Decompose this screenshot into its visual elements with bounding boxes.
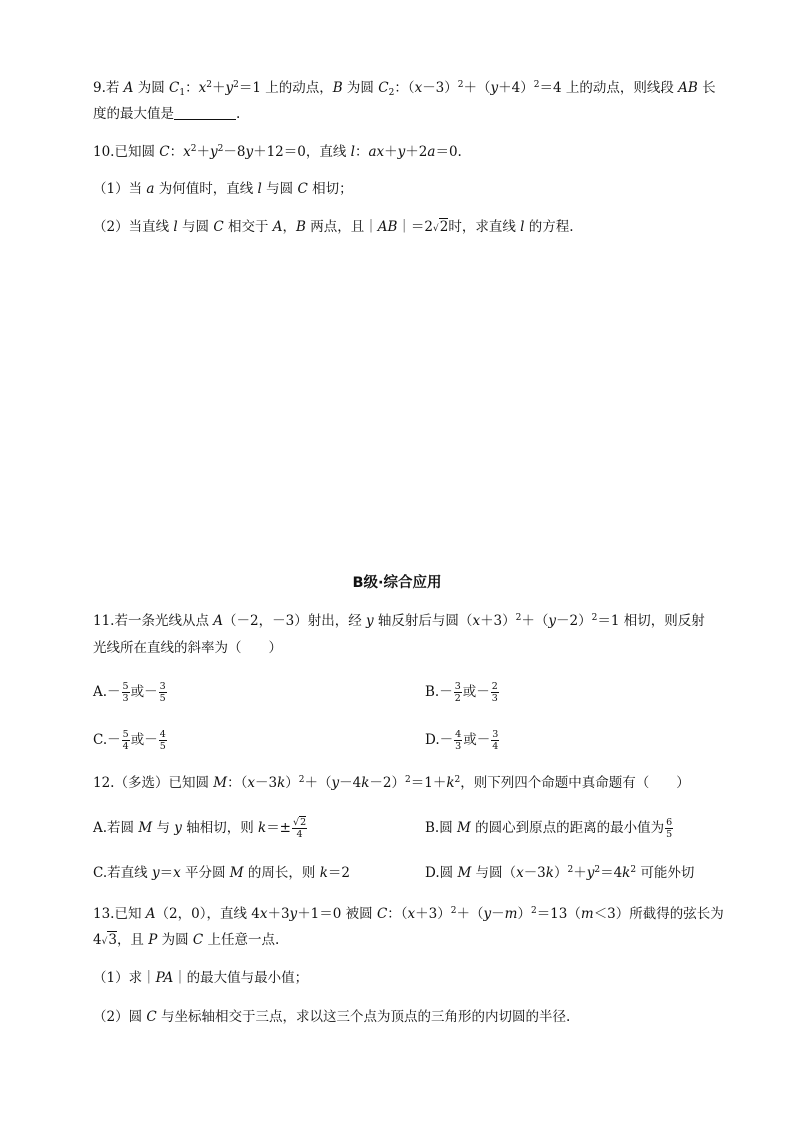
- option-12-c[interactable]: C.若直线 y＝x 平分圆 M 的周长，则 k＝2: [93, 865, 350, 881]
- problem-10-stem: 10.已知圆 C：$x^2+y^2-8y+12=0$，直线 l：ax＋y＋2a＝0.: [93, 144, 462, 160]
- option-12-a[interactable]: A.若圆 M 与 y 轴相切，则 k＝± $\frac{√2}{4}$: [93, 817, 307, 840]
- problem-9-line-2: 度的最大值是 .: [93, 106, 241, 122]
- option-12-d[interactable]: D.圆 M 与圆$(x-3k)^2+y^2=4k^2$ 可能外切: [425, 865, 695, 881]
- option-11-b[interactable]: B.－ $\frac{3}{2}$ 或－ $\frac{2}{3}$: [425, 681, 498, 704]
- problem-11-line-2: 光线所在直线的斜率为（ ）: [93, 640, 282, 656]
- option-11-a[interactable]: A.－ $\frac{5}{3}$ 或－ $\frac{3}{5}$: [93, 681, 166, 704]
- problem-13-part-1: （1）求｜PA｜的最大值与最小值；: [93, 970, 309, 986]
- option-11-c[interactable]: C.－ $\frac{5}{4}$ 或－ $\frac{4}{5}$: [93, 729, 166, 752]
- problem-13-line-2: 4√3，且 P 为圆 C 上任意一点.: [93, 932, 280, 948]
- problem-13-line-1: 13.已知 A（2，0），直线 4x＋3y＋1＝0 被圆 C：$(x+3)^2+(y-m)^2=13(m<3)$所截得的弦长为: [93, 906, 724, 922]
- problem-10-part-1: （1）当 a 为何值时，直线 l 与圆 C 相切；: [93, 181, 353, 197]
- option-11-d[interactable]: D.－ $\frac{4}{3}$ 或－ $\frac{3}{4}$: [425, 729, 499, 752]
- problem-13-part-2: （2）圆 C 与坐标轴相交于三点，求以这三个点为顶点的三角形的内切圆的半径.: [93, 1009, 571, 1025]
- answer-blank[interactable]: [174, 107, 236, 120]
- option-12-b[interactable]: B.圆 M 的圆心到原点的距离的最小值为 $\frac{6}{5}$: [425, 817, 673, 840]
- problem-11-line-1: 11.若一条光线从点 A（－2，－3）射出，经 y 轴反射后与圆$(x+3)^2+(y-2)^2=1$ 相切，则反射: [93, 613, 705, 629]
- section-b-title: B级·综合应用: [352, 575, 442, 591]
- problem-10-part-2: （2）当直线 l 与圆 C 相交于 A，B 两点，且｜AB｜＝2√2时，求直线 l 的方程.: [93, 219, 574, 235]
- problem-9-line-1: 9.若 A 为圆 $C_1$：$x^2+y^2=1$ 上的动点，B 为圆 $C_2$：$(x-3)^2+(y+4)^2=4$ 上的动点，则线段 AB 长: [93, 80, 716, 98]
- problem-12-stem: 12.（多选）已知圆 M：$(x-3k)^2+(y-4k-2)^2=1+k^2$，则下列四个命题中真命题有（ ）: [93, 775, 690, 791]
